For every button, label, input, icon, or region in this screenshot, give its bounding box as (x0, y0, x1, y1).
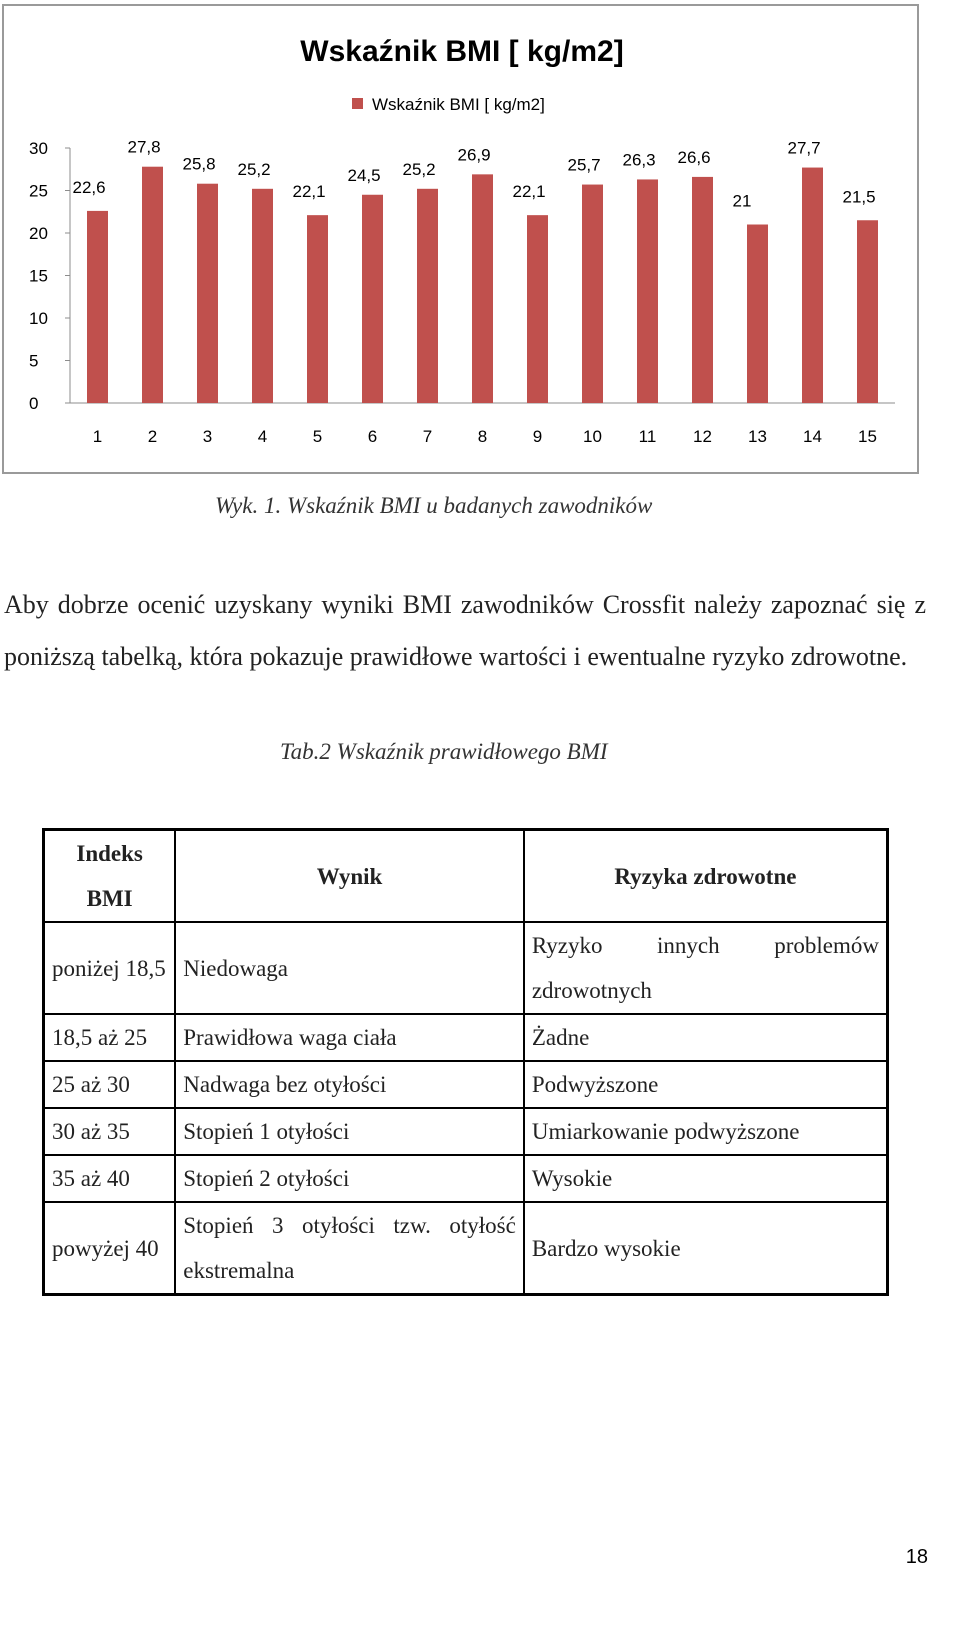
table-row (44, 1155, 888, 1202)
bmi-bar-chart-svg (4, 6, 917, 472)
data-label: 25,8 (182, 154, 216, 174)
cell-risk: Bardzo wysokie (524, 1202, 888, 1295)
page-number: 18 (905, 1546, 928, 1568)
table-row (44, 1061, 888, 1108)
x-tick-label: 10 (583, 427, 602, 446)
header-index: Indeks BMI (44, 830, 176, 923)
cell-index: powyżej 40 (44, 1202, 176, 1295)
table-row (44, 922, 888, 1014)
body-paragraph: Aby dobrze ocenić uzyskany wyniki BMI zawodników Crossfit należy zapoznać się z poniższą tabelką, która pokazuje prawidłowe wartości i ewentualne ryzyko zdrowotne. (4, 590, 926, 671)
x-tick-label: 14 (803, 427, 822, 446)
y-tick-label: 15 (29, 266, 48, 286)
chart-title: Wskaźnik BMI [ kg/m2] (300, 35, 624, 68)
y-tick-label: 10 (29, 309, 48, 328)
bmi-table (42, 828, 889, 1296)
table-row (44, 1014, 888, 1061)
table-header-row (44, 830, 888, 923)
cell-index: poniżej 18,5 (44, 922, 176, 1014)
cell-index: 35 aż 40 (44, 1155, 176, 1202)
bar (87, 211, 108, 403)
data-label: 25,2 (237, 159, 271, 179)
table-caption: Tab.2 Wskaźnik prawidłowego BMI (280, 739, 608, 764)
y-tick-label: 20 (29, 224, 48, 243)
x-tick-label: 11 (638, 427, 657, 446)
data-label: 26,3 (622, 150, 656, 170)
cell-result: Nadwaga bez otyłości (175, 1061, 524, 1108)
y-tick-label: 0 (29, 394, 39, 413)
cell-risk: Ryzyko innych problemów zdrowotnych (524, 922, 888, 1014)
data-label: 27,7 (787, 138, 821, 158)
cell-risk: Umiarkowanie podwyższone (524, 1108, 888, 1155)
bar (142, 167, 163, 403)
data-label: 25,2 (402, 159, 436, 179)
x-tick-label: 15 (858, 427, 877, 446)
table-row (44, 1108, 888, 1155)
cell-risk: Żadne (524, 1014, 888, 1061)
legend-swatch (352, 98, 363, 109)
data-label: 22,6 (72, 177, 106, 197)
y-tick-label: 30 (29, 139, 48, 158)
table-row (44, 1202, 888, 1295)
x-tick-label: 12 (693, 427, 712, 446)
data-label: 26,9 (457, 145, 491, 165)
x-tick-label: 7 (422, 427, 433, 446)
bmi-chart (2, 4, 919, 474)
chart-legend (352, 95, 545, 114)
x-tick-label: 5 (312, 427, 323, 446)
bar (582, 185, 603, 403)
chart-caption: Wyk. 1. Wskaźnik BMI u badanych zawodników (215, 493, 653, 518)
y-tick-label: 5 (29, 351, 39, 371)
cell-index: 25 aż 30 (44, 1061, 176, 1108)
bar (637, 179, 658, 403)
bar (307, 215, 328, 403)
bar (417, 189, 438, 403)
header-risk: Ryzyka zdrowotne (524, 830, 888, 923)
cell-result: Stopień 2 otyłości (175, 1155, 524, 1202)
x-tick-label: 6 (367, 427, 378, 446)
data-label: 21,5 (842, 187, 876, 207)
legend-label: Wskaźnik BMI [ kg/m2] (372, 95, 545, 114)
x-tick-label: 8 (477, 427, 488, 446)
cell-index: 18,5 aż 25 (44, 1014, 176, 1061)
x-tick-label: 9 (532, 427, 543, 446)
bar (527, 215, 548, 403)
x-tick-label: 13 (748, 427, 767, 446)
cell-index: 30 aż 35 (44, 1108, 176, 1155)
chart-bars (87, 167, 878, 403)
cell-result: Prawidłowa waga ciała (175, 1014, 524, 1061)
data-label: 22,1 (292, 182, 326, 202)
bar (802, 168, 823, 403)
cell-risk: Wysokie (524, 1155, 888, 1202)
bar (197, 184, 218, 403)
bar (692, 177, 713, 403)
x-tick-label: 1 (92, 427, 103, 446)
cell-result: Niedowaga (175, 922, 524, 1014)
data-label: 24,5 (347, 165, 381, 185)
bar (252, 189, 273, 403)
bar (857, 220, 878, 403)
data-label: 22,1 (512, 182, 546, 202)
y-tick-label: 25 (29, 181, 48, 201)
x-tick-label: 2 (147, 427, 158, 446)
bar (747, 225, 768, 404)
x-tick-label: 3 (202, 427, 213, 446)
header-result: Wynik (175, 830, 524, 923)
data-label: 26,6 (677, 147, 711, 167)
x-tick-label: 4 (257, 427, 268, 446)
bar (472, 174, 493, 403)
bar (362, 195, 383, 403)
cell-result: Stopień 1 otyłości (175, 1108, 524, 1155)
data-label: 21 (732, 191, 752, 211)
cell-result: Stopień 3 otyłości tzw. otyłość ekstremalna (175, 1202, 524, 1295)
cell-risk: Podwyższone (524, 1061, 888, 1108)
data-label: 25,7 (567, 155, 601, 175)
data-label: 27,8 (127, 137, 161, 157)
